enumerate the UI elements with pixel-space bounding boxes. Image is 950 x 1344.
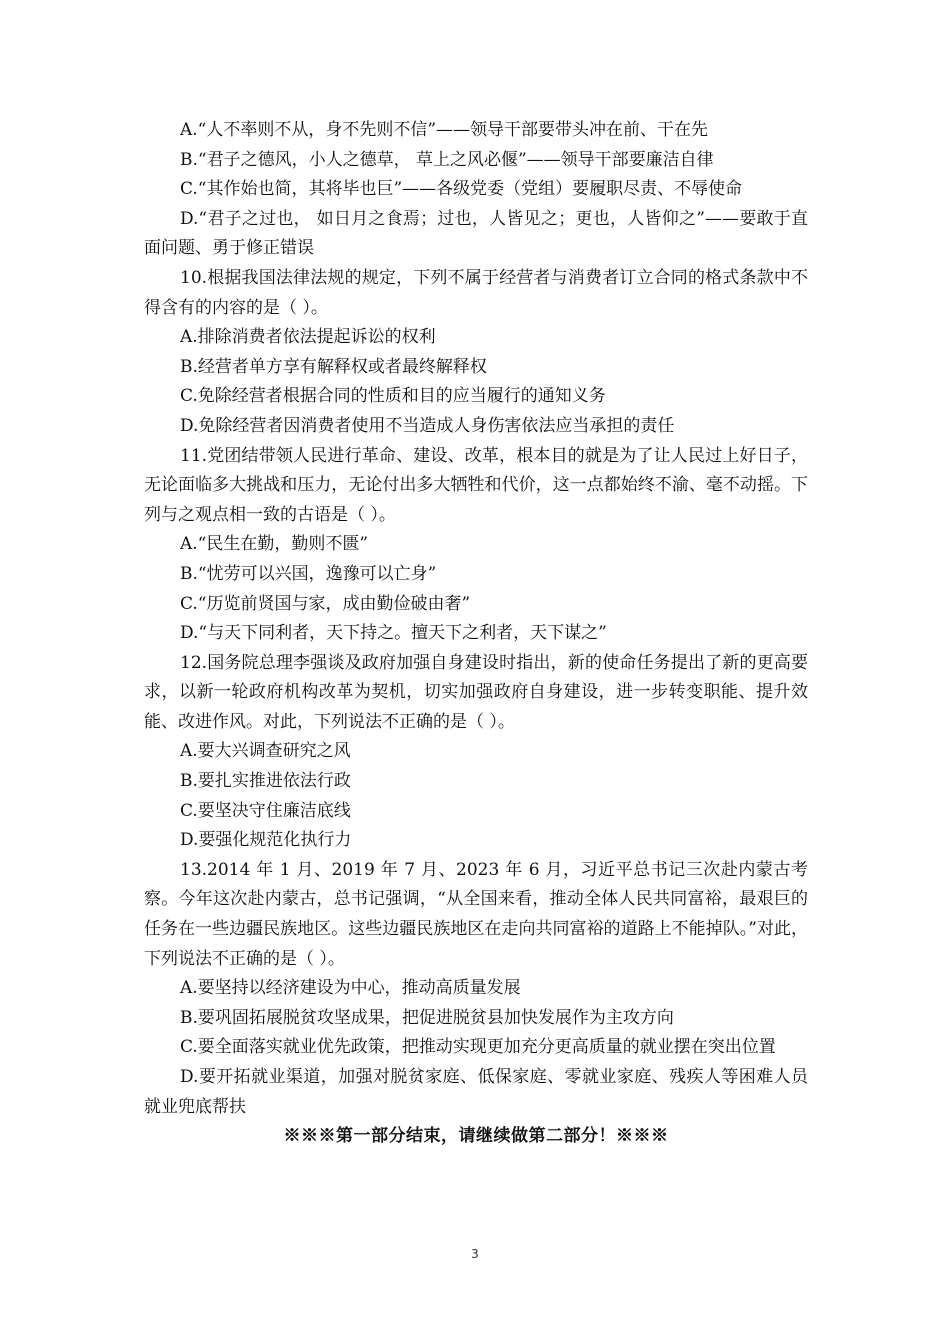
q11-option-a: A.“民生在勤，勤则不匮” [180,534,369,555]
q12-option-a: A.要大兴调查研究之风 [180,741,351,762]
q11-option-d: D.“与天下同利者，天下持之。擅天下之利者，天下谋之” [180,623,607,644]
q12-option-c: C.要坚决守住廉洁底线 [180,800,351,821]
q10-option-a: A.排除消费者依法提起诉讼的权利 [180,327,436,348]
q11-option-b: B.“忧劳可以兴国，逸豫可以亡身” [180,563,437,584]
q10-option-c: C.免除经营者根据合同的性质和目的应当履行的通知义务 [180,386,606,407]
page-number: 3 [471,1247,479,1261]
q12-option-d: D.要强化规范化执行力 [180,830,352,851]
q13-option-a: A.要坚持以经济建设为中心，推动高质量发展 [180,978,521,999]
q10-stem: 10.根据我国法律法规的规定，下列不属于经营者与消费者订立合同的格式条款中不得含有的内容的是（ ）。 [144,267,808,318]
page-body [144,116,808,1152]
q12-option-b: B.要扎实推进依法行政 [180,771,351,792]
q9-option-d: D.“君子之过也， 如日月之食焉；过也，人皆见之；更也，人皆仰之”——要敢于直面问题、勇于修正错误 [144,208,808,259]
q13-option-d: D.要开拓就业渠道，加强对脱贫家庭、低保家庭、零就业家庭、残疾人等困难人员就业兜底帮扶 [144,1067,808,1117]
q11-stem: 11.党团结带领人民进行革命、建设、改革，根本目的就是为了让人民过上好日子，无论面临多大挑战和压力，无论付出多大牺牲和代价，这一点都始终不渝、毫不动摇。下列与之观点相一致的古语是（ ）。 [144,445,808,525]
section-end-notice: ※※※第一部分结束，请继续做第二部分！※※※ [283,1126,669,1147]
q10-option-d: D.免除经营者因消费者使用不当造成人身伤害依法应当承担的责任 [180,415,675,436]
q9-option-b: B.“君子之德风，小人之德草， 草上之风必偃”——领导干部要廉洁自律 [180,149,714,170]
q9-option-c: C.“其作始也简，其将毕也巨”——各级党委（党组）要履职尽责、不辱使命 [180,179,743,200]
q12-stem: 12.国务院总理李强谈及政府加强自身建设时指出，新的使命任务提出了新的更高要求，以新一轮政府机构改革为契机，切实加强政府自身建设，进一步转变职能、提升效能、改进作风。对此，下列说法不正确的是（ ）。 [144,652,808,732]
q11-option-c: C.“历览前贤国与家，成由勤俭破由奢” [180,593,471,614]
q13-option-c: C.要全面落实就业优先政策，把推动实现更加充分更高质量的就业摆在突出位置 [180,1037,776,1058]
q13-stem: 13.2014 年 1 月、2019 年 7 月、2023 年 6 月，习近平总书记三次赴内蒙古考察。今年这次赴内蒙古，总书记强调，“从全国来看，推动全体人民共同富裕，最艰巨的任务在一些边疆民族地区。这些边疆民族地区在走向共同富裕的道路上不能掉队。”对此，下列说法不正确的是（ ）。 [144,859,808,969]
q9-option-a: A.“人不率则不从，身不先则不信”——领导干部要带头冲在前、干在先 [180,120,709,140]
q10-option-b: B.经营者单方享有解释权或者最终解释权 [180,356,487,377]
q13-option-b: B.要巩固拓展脱贫攻坚成果，把促进脱贫县加快发展作为主攻方向 [180,1007,674,1028]
